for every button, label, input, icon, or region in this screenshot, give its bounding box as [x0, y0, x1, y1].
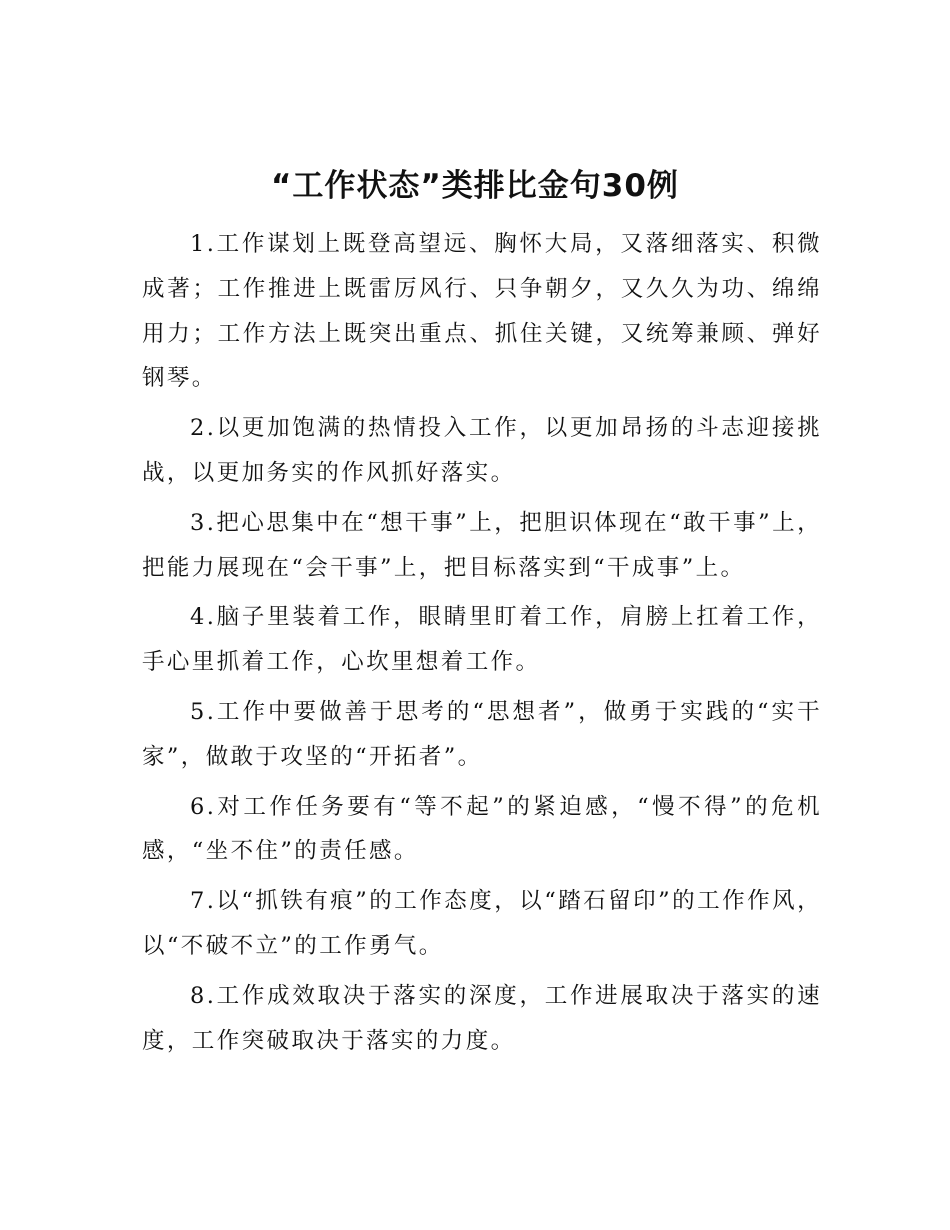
- paragraph-6: 6.对工作任务要有“等不起”的紧迫感，“慢不得”的危机感，“坐不住”的责任感。: [142, 793, 822, 865]
- document-title: “工作状态”类排比金句30例: [271, 168, 679, 204]
- paragraph-8: 8.工作成效取决于落实的深度，工作进展取决于落实的速度，工作突破取决于落实的力度。: [142, 982, 822, 1054]
- paragraph-1: 1.工作谋划上既登高望远、胸怀大局，又落细落实、积微成著；工作推进上既雷厉风行、只争朝夕，又久久为功、绵绵用力；工作方法上既突出重点、抓住关键，又统筹兼顾、弹好钢琴。: [142, 231, 822, 392]
- document-body: [142, 222, 822, 1068]
- paragraph-2: 2.以更加饱满的热情投入工作，以更加昂扬的斗志迎接挑战，以更加务实的作风抓好落实。: [142, 415, 822, 486]
- paragraph-4: 4.脑子里装着工作，眼睛里盯着工作，肩膀上扛着工作，手心里抓着工作，心坎里想着工作。: [142, 604, 822, 676]
- paragraph-3: 3.把心思集中在“想干事”上，把胆识体现在“敢干事”上，把能力展现在“会干事”上，把目标落实到“干成事”上。: [142, 509, 822, 581]
- paragraph-7: 7.以“抓铁有痕”的工作态度，以“踏石留印”的工作作风，以“不破不立”的工作勇气。: [142, 888, 822, 959]
- paragraph-5: 5.工作中要做善于思考的“思想者”，做勇于实践的“实干家”，做敢于攻坚的“开拓者”。: [142, 698, 822, 770]
